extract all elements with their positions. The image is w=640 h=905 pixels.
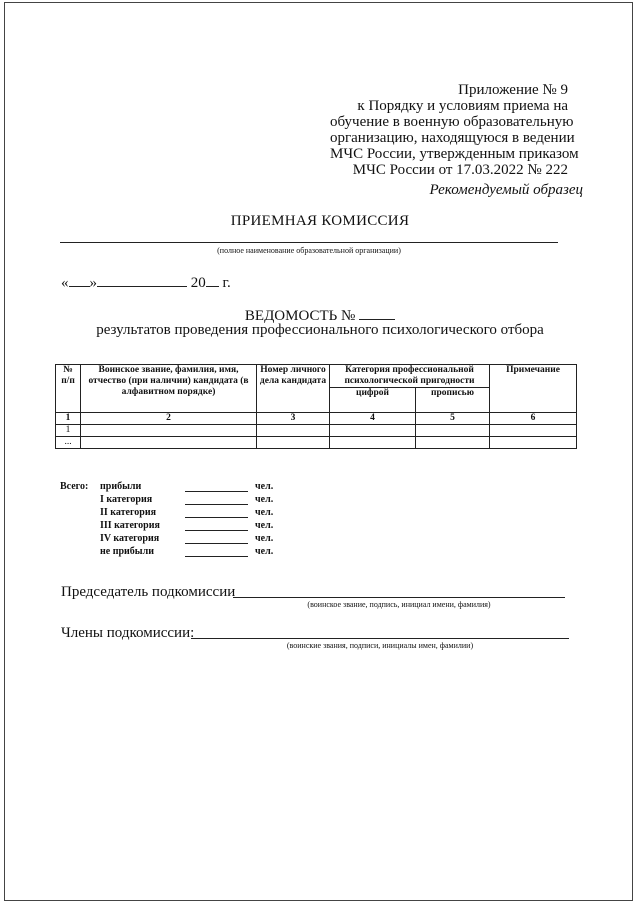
chairman-signature-line [233,597,565,598]
totals-unit: чел. [255,481,274,492]
header-personal-file: Номер личного дела кандидата [257,365,330,413]
table-cell: 1 [56,425,81,437]
column-number: 1 [56,413,81,425]
table-row [56,425,577,437]
header-category: Категория профессиональной психологической пригодности [330,365,490,388]
totals-blank [185,543,248,544]
year-prefix: 20 [190,275,206,291]
appendix-block [330,82,579,178]
totals-blank [185,504,248,505]
totals-unit: чел. [255,533,274,544]
totals-row-label: I категория [100,494,153,505]
date-open-quote: « [61,275,69,291]
table-cell [257,437,330,449]
table-cell [81,437,257,449]
document-number-blank [359,306,395,320]
appendix-line: Приложение № 9 [458,82,568,98]
appendix-line: обучение в военную образовательную [330,114,574,130]
totals-unit: чел. [255,507,274,518]
totals-row [100,533,340,547]
totals-unit: чел. [255,494,274,505]
appendix-line: МЧС России, утвержденным приказом [330,146,579,162]
totals-unit: чел. [255,520,274,531]
column-numbers-row [56,413,577,425]
totals-row-label: IV категория [100,533,160,544]
totals-blank [185,491,248,492]
table-cell [416,437,490,449]
totals-row [100,546,340,560]
year-blank [206,273,219,287]
table-cell [490,425,577,437]
totals-row [100,494,340,508]
table-cell [257,425,330,437]
totals-row-label: III категория [100,520,160,531]
table-cell: ... [56,437,81,449]
day-blank [69,273,90,287]
header-note: Примечание [490,365,577,413]
members-signature-line [191,638,569,639]
header-num: № п/п [56,365,81,413]
totals-blank [185,517,248,518]
members-label: Члены подкомиссии: [61,625,195,641]
recommended-sample-label: Рекомендуемый образец [429,182,583,198]
results-table [55,364,577,449]
month-blank [97,273,187,287]
totals-row-label: II категория [100,507,157,518]
organization-line [60,242,558,243]
column-number: 4 [330,413,416,425]
document-title-text: ВЕДОМОСТЬ № [244,308,356,324]
totals-blank [185,530,248,531]
table-cell [330,425,416,437]
totals-row-label: не прибыли [100,546,154,557]
appendix-line: к Порядку и условиям приема на [357,98,568,114]
table-cell [330,437,416,449]
members-caption: (воинские звания, подписи, инициалы имен, фамилии) [286,641,474,650]
table-cell [81,425,257,437]
totals-blank [185,556,248,557]
column-number: 3 [257,413,330,425]
header-name: Воинское звание, фамилия, имя, отчество (при наличии) кандидата (в алфавитном порядке) [81,365,257,413]
document-subtitle: результатов проведения профессионального психологического отбора [96,322,544,338]
table-cell [416,425,490,437]
year-suffix: г. [222,275,231,291]
chairman-caption: (воинское звание, подпись, инициал имени, фамилия) [307,600,491,609]
date-line [61,273,231,292]
header-digits: цифрой [330,388,416,413]
totals-row [100,481,340,495]
organization-caption: (полное наименование образовательной организации) [217,246,401,255]
totals-label: Всего: [60,481,89,492]
header-words: прописью [416,388,490,413]
table-cell [490,437,577,449]
column-number: 6 [490,413,577,425]
column-number: 2 [81,413,257,425]
totals-row [100,507,340,521]
commission-title: ПРИЕМНАЯ КОМИССИЯ [230,213,410,229]
table-row [56,437,577,449]
column-number: 5 [416,413,490,425]
chairman-label: Председатель подкомиссии [61,584,236,600]
appendix-line: МЧС России от 17.03.2022 № 222 [352,162,568,178]
date-close-quote: » [89,275,97,291]
totals-row [100,520,340,534]
totals-row-label: прибыли [100,481,142,492]
appendix-line: организацию, находящуюся в ведении [330,130,575,146]
totals-unit: чел. [255,546,274,557]
